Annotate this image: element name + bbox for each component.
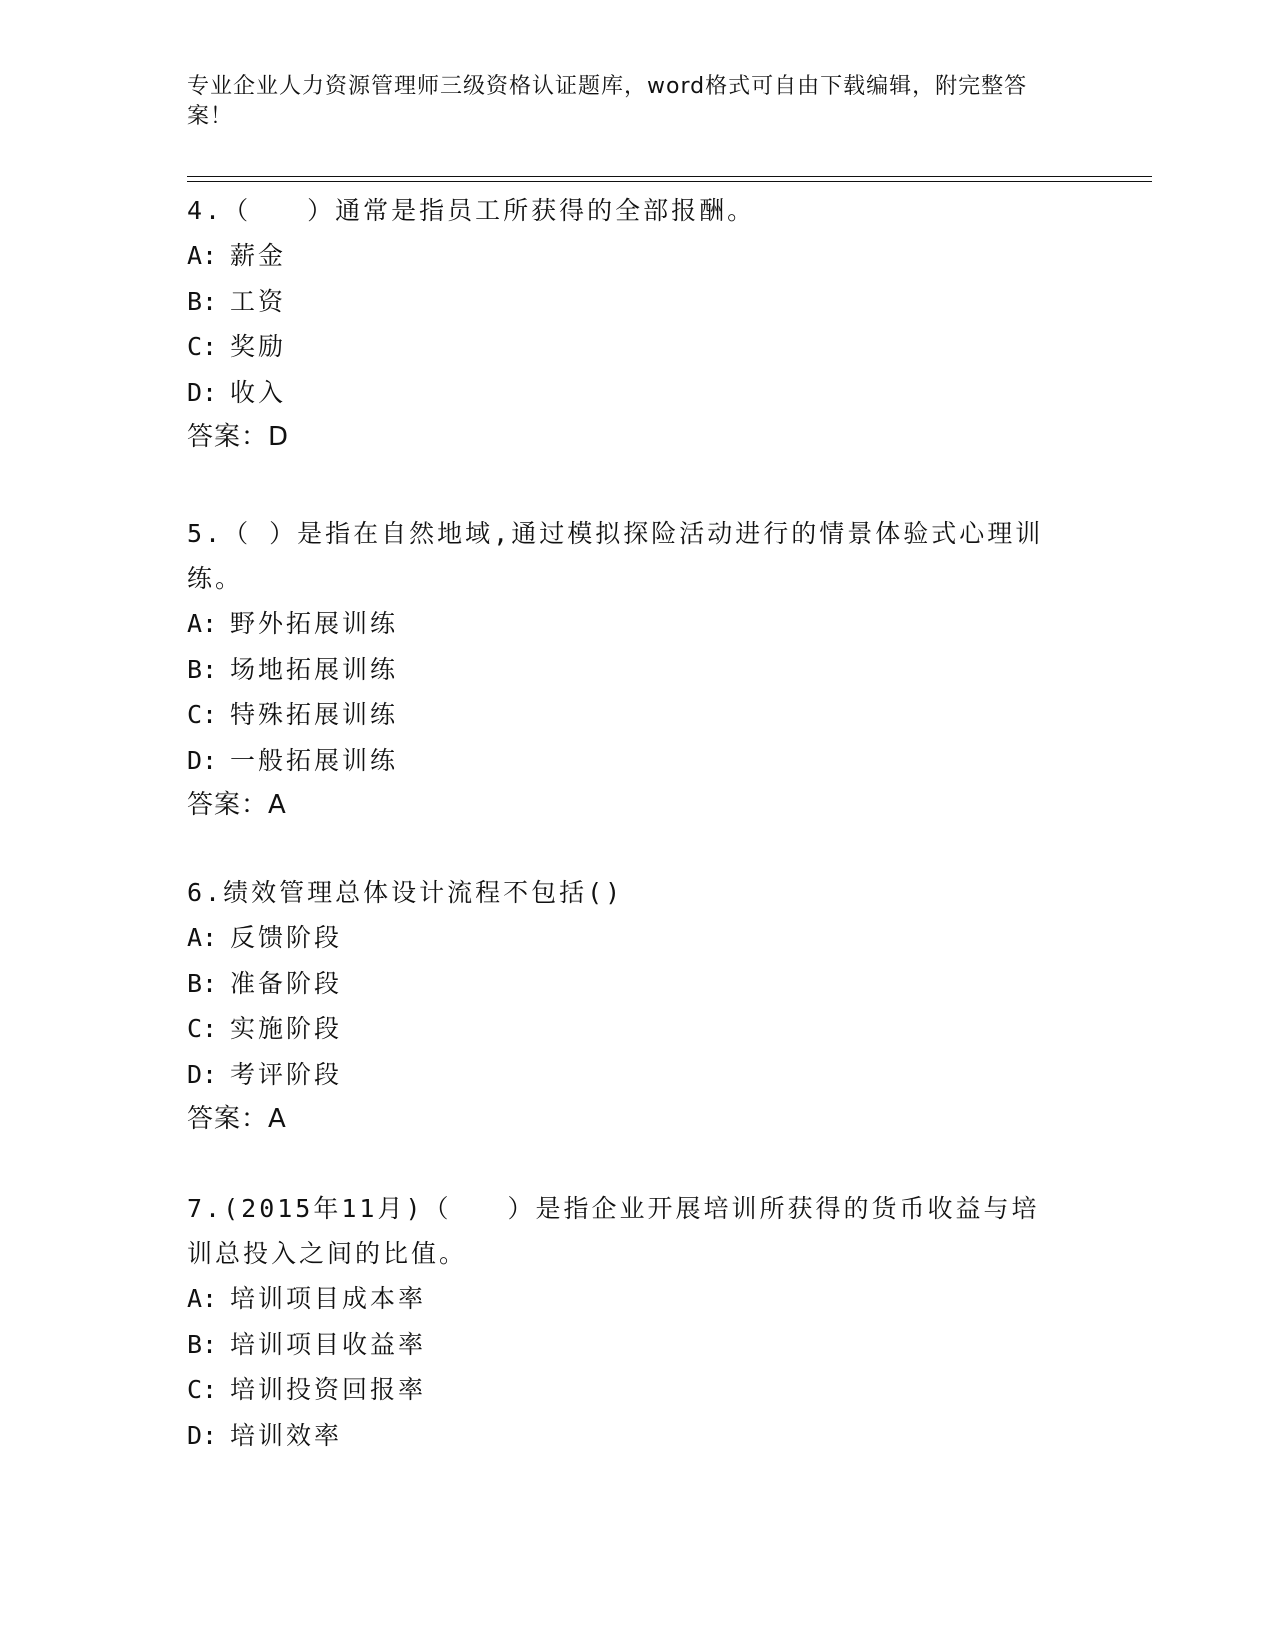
option-c [187,692,1067,738]
option-a [187,915,1067,961]
option-text: 考评阶段 [230,1059,343,1089]
option-d [187,1413,1067,1459]
option-text: 收入 [230,377,287,407]
option-letter: A: [187,923,218,952]
question-4 [187,188,1067,460]
option-text: 一般拓展训练 [230,745,399,775]
option-d [187,370,1067,416]
option-d [187,738,1067,784]
option-letter: C: [187,1375,218,1404]
option-c [187,1006,1067,1052]
option-letter: A: [187,241,218,270]
option-text: 薪金 [230,241,287,270]
option-text: 场地拓展训练 [230,654,399,684]
question-stem: 6.绩效管理总体设计流程不包括() [187,878,624,907]
option-text: 培训效率 [230,1420,343,1450]
option-letter: B: [187,968,218,998]
option-letter: B: [187,1329,218,1359]
option-letter: C: [187,700,218,729]
option-letter: A: [187,609,218,638]
option-letter: C: [187,332,218,361]
option-b [187,961,1067,1007]
option-a [187,1276,1067,1322]
option-text: 特殊拓展训练 [230,700,399,729]
header-divider-bottom [187,181,1152,182]
question-stem: 7.(2015年11月)（ ）是指企业开展培训所获得的货币收益与培训总投入之间的比值。 [187,1194,1040,1268]
answer-line: 答案：D [187,422,290,452]
option-text: 准备阶段 [230,968,343,998]
option-letter: D: [187,745,218,775]
option-text: 奖励 [230,332,287,361]
option-b [187,647,1067,693]
option-c [187,324,1067,370]
question-7 [187,1186,1067,1458]
question-stem: 5.（ ）是指在自然地域,通过模拟探险活动进行的情景体验式心理训练。 [187,519,1044,593]
option-text: 培训投资回报率 [230,1375,427,1404]
document-header: 专业企业人力资源管理师三级资格认证题库，word格式可自由下载编辑，附完整答案！ [187,74,1028,129]
option-b [187,1322,1067,1368]
option-d [187,1052,1067,1098]
option-b [187,279,1067,325]
option-letter: B: [187,654,218,684]
option-letter: A: [187,1284,218,1313]
question-stem: 4.（ ）通常是指员工所获得的全部报酬。 [187,196,756,225]
question-6 [187,870,1067,1142]
option-letter: D: [187,377,218,407]
option-letter: B: [187,286,218,316]
option-letter: D: [187,1420,218,1450]
question-5 [187,511,1067,828]
option-a [187,601,1067,647]
option-c [187,1367,1067,1413]
option-text: 工资 [230,286,287,316]
option-text: 野外拓展训练 [230,609,399,638]
option-letter: C: [187,1014,218,1043]
option-text: 培训项目收益率 [230,1329,427,1359]
option-a [187,233,1067,279]
header-divider-top [187,176,1152,177]
option-text: 培训项目成本率 [230,1284,427,1313]
option-letter: D: [187,1059,218,1089]
answer-line: 答案：A [187,1104,287,1134]
answer-line: 答案：A [187,790,287,820]
option-text: 反馈阶段 [230,923,343,952]
option-text: 实施阶段 [230,1014,343,1043]
